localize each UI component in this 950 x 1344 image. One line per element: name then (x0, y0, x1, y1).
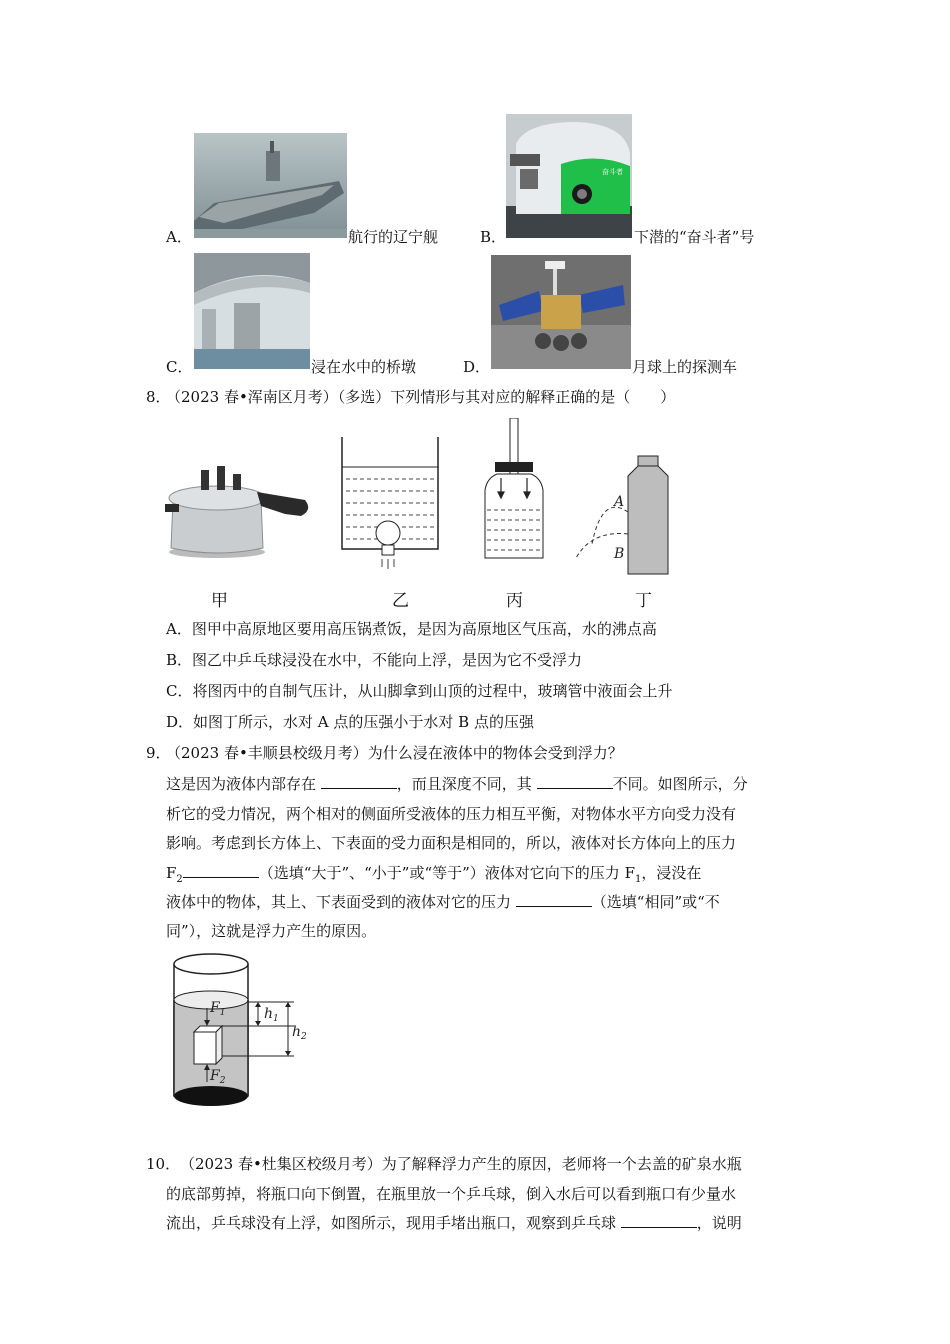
option-caption: 浸在水中的桥墩 (311, 358, 417, 376)
q10-line-2: 的底部剪掉，将瓶口向下倒置，在瓶里放一个乒乓球，倒入水后可以看到瓶口有少量水 (166, 1185, 737, 1203)
bottle-jets-figure (572, 454, 674, 582)
option-letter: B． (480, 228, 507, 246)
answer-blank[interactable] (183, 863, 259, 878)
figure-label-bing: 丙 (506, 591, 523, 611)
option-caption: 航行的辽宁舰 (348, 228, 439, 246)
figure-label-ding: 丁 (635, 591, 652, 611)
q9-line-4: $F_2$ （选填“大于”、“小于”或“等于”）液体对它向下的压力 $F_1$，浸没在 (166, 864, 702, 885)
barometer-figure (483, 418, 545, 567)
option-b: B．图乙中乒乓球浸没在水中，不能向上浮，是因为它不受浮力 (166, 651, 583, 669)
fendouzhe-submersible-photo (506, 114, 632, 238)
figure-label-yi: 乙 (392, 591, 409, 611)
buoyancy-cylinder-diagram (166, 950, 316, 1114)
point-b-label: B (614, 546, 625, 562)
lunar-rover-photo (491, 255, 631, 369)
option-c: C．将图丙中的自制气压计，从山脚拿到山顶的过程中，玻璃管中液面会上升 (166, 682, 673, 700)
option-caption: 月球上的探测车 (632, 358, 738, 376)
option-letter: D． (463, 358, 491, 376)
svg-text:F1: $F_1$ (210, 1000, 226, 1018)
option-letter: A． (166, 228, 192, 246)
submersible-label: 奋斗者 (602, 168, 623, 176)
q10-line-1: （2023 春•杜集区校级月考）为了解释浮力产生的原因，老师将一个去盖的矿泉水瓶 (180, 1155, 742, 1173)
bridge-pier-photo (194, 253, 310, 369)
option-d: D．如图丁所示，水对 A 点的压强小于水对 B 点的压强 (166, 713, 534, 731)
question-stem: （2023 春•丰顺县校级月考）为什么浸在液体中的物体会受到浮力？ (166, 744, 623, 762)
answer-blank[interactable] (621, 1213, 697, 1228)
option-letter: C． (166, 358, 193, 376)
option-a: A．图甲中高原地区要用高压锅煮饭，是因为高原地区气压高，水的沸点高 (166, 620, 657, 638)
q9-line-3: 影响。考虑到长方体上、下表面的受力面积是相同的，所以，液体对长方体向上的压力 (166, 834, 737, 852)
q10-line-3: 流出，乒乓球没有上浮，如图所示，现用手堵出瓶口，观察到乒乓球 ，说明 (166, 1214, 742, 1232)
liaoning-carrier-photo (194, 133, 347, 238)
answer-blank[interactable] (516, 892, 592, 907)
answer-blank[interactable] (537, 774, 613, 789)
q9-line-1: 这是因为液体内部存在 ，而且深度不同，其 不同。如图所示，分 (166, 775, 748, 793)
question-number: 8． (146, 388, 171, 406)
figure-label-jia: 甲 (211, 591, 228, 611)
option-caption: 下潜的“奋斗者”号 (634, 228, 755, 246)
q9-line-2: 析它的受力情况，两个相对的侧面所受液体的压力相互平衡，对物体水平方向受力没有 (166, 805, 737, 823)
q9-line-5: 液体中的物体，其上、下表面受到的液体对它的压力 （选填“相同”或“不 (166, 893, 720, 911)
point-a-label: A (614, 494, 625, 510)
svg-text:h1: $h_1$ (264, 1006, 279, 1024)
svg-text:h2: $h_2$ (292, 1024, 307, 1042)
question-number: 9． (146, 744, 171, 762)
svg-text:F2: $F_2$ (210, 1068, 226, 1086)
question-number: 10． (146, 1155, 181, 1173)
pressure-cooker-figure (165, 460, 315, 564)
q9-line-6: 同”），这就是浮力产生的原因。 (166, 922, 377, 940)
container-ball-figure (338, 437, 446, 581)
answer-blank[interactable] (321, 774, 397, 789)
question-stem: （2023 春•浑南区月考）（多选）下列情形与其对应的解释正确的是（ ） (166, 388, 676, 406)
